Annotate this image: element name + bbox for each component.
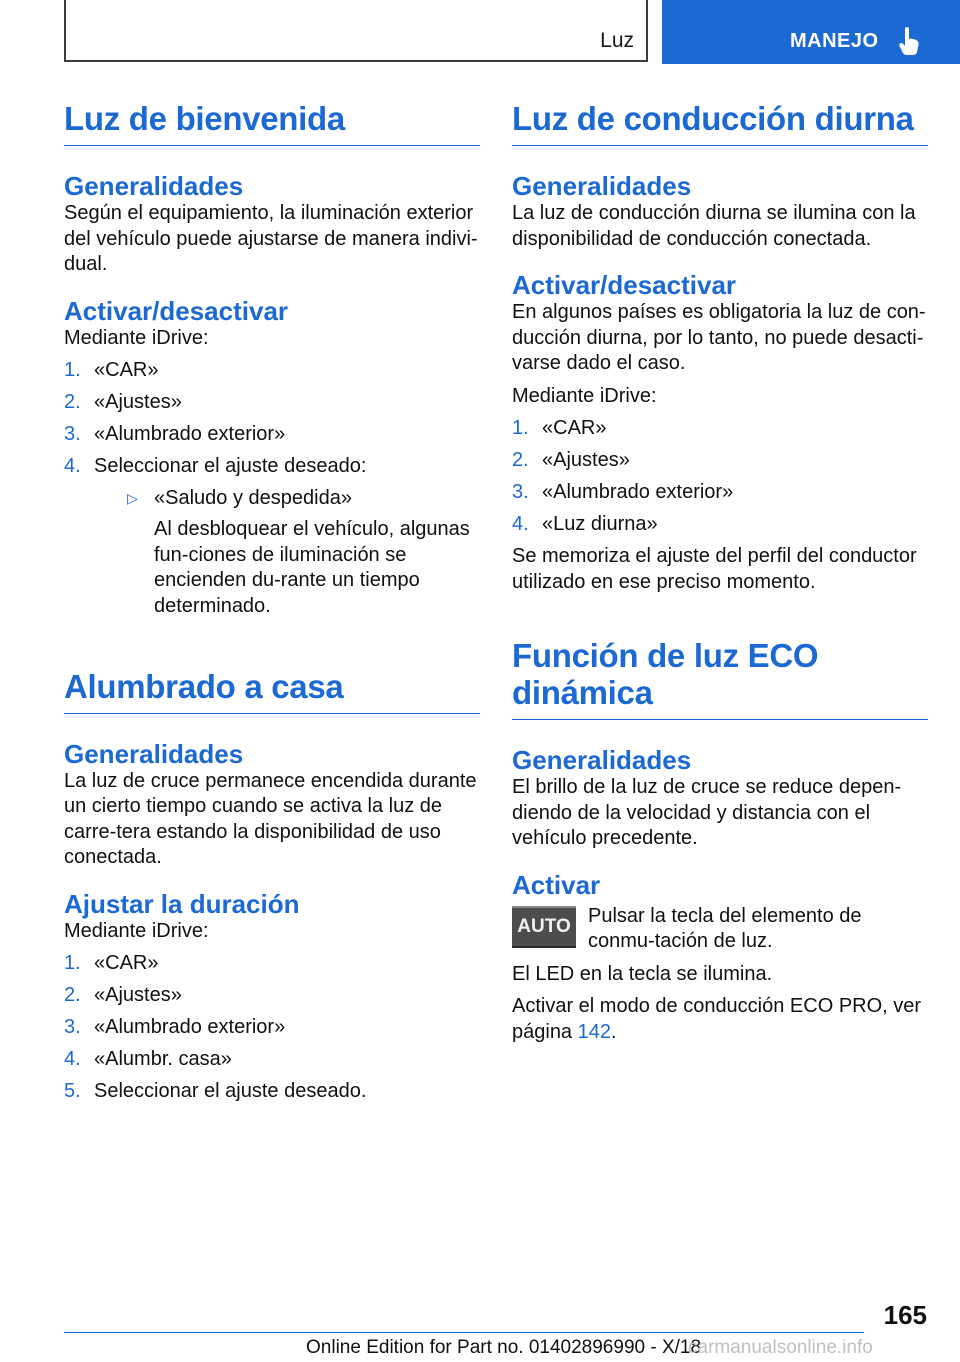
paragraph-intro: Mediante iDrive: (64, 326, 209, 349)
page-number: 165 (883, 1300, 927, 1330)
section-title-daytime-running-light: Luz de conducción diurna (512, 100, 928, 146)
right-column (512, 100, 928, 1045)
list-item (64, 390, 480, 416)
step-text: «Alumbr. casa» (94, 1048, 232, 1070)
list-item (64, 1047, 480, 1073)
paragraph-note: Se memoriza el ajuste del perfil del conductor utilizado en ese preciso momento. (512, 545, 917, 593)
step-number: 2. (512, 449, 529, 471)
paragraph-toggle: En algunos países es obligatoria la luz de con-ducción diurna, por lo tanto, no puede desacti-varse dado el caso. (512, 301, 926, 374)
step-number: 1. (64, 952, 81, 974)
sub-options (94, 486, 480, 620)
step-number: 2. (64, 391, 81, 413)
section-title-home-lighting: Alumbrado a casa (64, 668, 480, 714)
steps-list (64, 951, 480, 1105)
sub-option (124, 486, 480, 620)
paragraph-general: La luz de conducción diurna se ilumina con la disponibilidad de conducción conectada. (512, 202, 916, 250)
section-title-eco-dynamic-light: Función de luz ECO dinámica (512, 637, 928, 720)
steps-list (64, 358, 480, 619)
step-number: 4. (64, 1048, 81, 1070)
eco-text-end: . (611, 1020, 617, 1043)
list-item (64, 1079, 480, 1105)
subheading-activate: Activar (512, 869, 601, 900)
list-item (512, 416, 928, 442)
footer-divider (64, 1332, 864, 1333)
step-number: 4. (64, 455, 81, 477)
subheading-general: Generalidades (512, 171, 692, 201)
paragraph-eco (512, 994, 928, 1045)
section-title-welcome-light: Luz de bienvenida (64, 100, 480, 146)
subheading-general: Generalidades (64, 738, 244, 769)
paragraph-intro: Mediante iDrive: (512, 384, 657, 407)
subheading-duration: Ajustar la duración (64, 888, 300, 919)
sub-option-description: Al desbloquear el vehículo, algunas fun-ciones de iluminación se encienden du-rante un tiempo determinado. (154, 518, 470, 617)
step-number: 5. (64, 1080, 81, 1102)
paragraph-led: El LED en la tecla se ilumina. (512, 962, 773, 985)
list-item (512, 512, 928, 538)
header-section-title: Luz (600, 29, 634, 52)
step-text: «CAR» (94, 952, 159, 974)
step-text: «Ajustes» (542, 449, 630, 471)
step-text: «Ajustes» (94, 391, 182, 413)
list-item (64, 358, 480, 384)
step-number: 2. (64, 984, 81, 1006)
auto-light-button-icon: AUTO (512, 906, 576, 948)
triangle-marker-icon: ▷ (127, 489, 138, 506)
step-number: 1. (512, 417, 529, 439)
list-item (64, 951, 480, 977)
step-text: Seleccionar el ajuste deseado. (94, 1080, 367, 1102)
header-section-box (64, 0, 648, 62)
step-text: «Alumbrado exterior» (94, 1016, 286, 1038)
step-text: «Luz diurna» (542, 513, 658, 535)
header-chapter-tab[interactable] (662, 0, 960, 64)
step-text: Seleccionar el ajuste deseado: (94, 455, 367, 477)
paragraph-intro: Mediante iDrive: (64, 919, 209, 942)
step-number: 4. (512, 513, 529, 535)
subheading-toggle: Activar/desactivar (512, 270, 737, 300)
page-reference-link[interactable]: 142 (577, 1020, 611, 1043)
step-text: «Ajustes» (94, 984, 182, 1006)
paragraph-general: Según el equipamiento, la iluminación exterior del vehículo puede ajustarse de manera indivi-dual. (64, 202, 478, 275)
step-text: «Alumbrado exterior» (94, 423, 286, 445)
list-item (64, 983, 480, 1009)
footer-watermark: carmanualsonline.info (688, 1337, 873, 1358)
subheading-general: Generalidades (64, 171, 244, 201)
step-text: «CAR» (542, 417, 607, 439)
auto-instruction (512, 904, 928, 955)
footer-edition: Online Edition for Part no. 01402896990 - X/18 (306, 1337, 702, 1358)
step-number: 3. (512, 481, 529, 503)
step-text: «Alumbrado exterior» (542, 481, 734, 503)
header-chapter-label: MANEJO (790, 30, 879, 52)
sub-option-label: «Saludo y despedida» (154, 486, 352, 509)
pointing-hand-icon (898, 26, 920, 56)
subheading-toggle: Activar/desactivar (64, 295, 289, 326)
list-item (64, 422, 480, 448)
left-column (64, 100, 480, 1111)
step-number: 3. (64, 1016, 81, 1038)
list-item (512, 480, 928, 506)
list-item (64, 1015, 480, 1041)
paragraph-general: La luz de cruce permanece encendida durante un cierto tiempo cuando se activa la luz de carre-tera estando la disponibilidad de uso conectada. (64, 769, 477, 868)
list-item (64, 454, 480, 619)
list-item (512, 448, 928, 474)
step-number: 1. (64, 359, 81, 381)
step-text: «CAR» (94, 359, 159, 381)
step-number: 3. (64, 423, 81, 445)
eco-text: Activar el modo de conducción ECO PRO, ver página (512, 995, 922, 1043)
paragraph-general: El brillo de la luz de cruce se reduce depen-diendo de la velocidad y distancia con el vehículo precedente. (512, 776, 902, 849)
paragraph-auto: Pulsar la tecla del elemento de conmu-tación de luz. (588, 904, 862, 952)
subheading-general: Generalidades (512, 745, 692, 775)
steps-list (512, 416, 928, 538)
